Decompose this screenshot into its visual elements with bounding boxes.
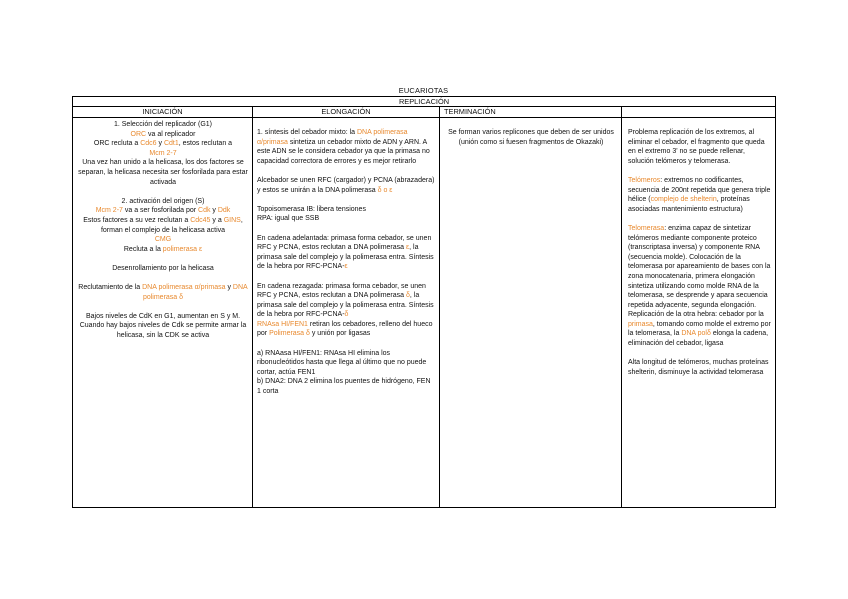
init-orc: ORC va al replicador — [130, 130, 196, 138]
init-cdk-note: Bajos niveles de CdK en G1, aumentan en S y M. Cuando hay bajos niveles de Cdk se permite armar la helicasa, sin la CDK se activa — [79, 312, 247, 340]
elong-primer-removal: RNAsa HI/FEN1 retiran los cebadores, relleno del hueco por Polimerasa δ y unión por ligasas — [257, 320, 433, 338]
init-factors: Estos factores a su vez reclutan a Cdc45 y a GINS, forman el complejo de la helicasa activa — [83, 216, 243, 234]
elong-leading: En cadena adelantada: primasa forma cebador, se unen RFC y PCNA, estos reclutan a DNA polimerasa ε, la primasa sale del complejo y la polimerasa entra. Síntesis de la hebra por RFC-PCNA-ε — [257, 234, 434, 271]
header-terminacion: TERMINACIÓN — [440, 107, 622, 118]
init-unwinding: Desenrollamiento por la helicasa — [112, 264, 214, 272]
init-cmg: CMG — [154, 236, 172, 244]
cell-telomeres — [622, 118, 776, 508]
elong-dna2: b) DNA2: DNA 2 elimina los puentes de hidrógeno, FEN 1 corta — [257, 378, 431, 396]
init-orc-recruit: ORC recluta a Cdc6 y Cdt1, estos reclutan a — [93, 140, 233, 148]
init-helicase-text: Una vez han unido a la helicasa, los dos factores se separan, la helicasa necesita ser fosforilada para estar activada — [78, 159, 248, 186]
document-title: EUCARIOTAS — [398, 86, 449, 95]
elong-topo: Topoisomerasa IB: libera tensiones — [257, 205, 366, 213]
section-title: REPLICACIÓN — [73, 97, 776, 107]
init-recruit-pols: Reclutamiento de la DNA polimerasa α/primasa y DNA polimerasa δ — [78, 284, 248, 301]
header-iniciacion: INICIACIÓN — [73, 107, 253, 118]
header-row — [73, 107, 776, 118]
term-replicons: Se forman varios replicones que deben de ser unidos (unión como si fuesen fragmentos de Okazaki) — [448, 129, 614, 146]
init-phospho: Mcm 2-7 va a ser fosforilada por Cdk y Ddk — [95, 207, 231, 215]
elong-rfc-pcna: Alcebador se unen RFC (cargador) y PCNA (abrazadera) y estos se unirán a la DNA polimerasa δ o ε — [257, 176, 435, 194]
init-mcm: Mcm 2-7 — [149, 149, 177, 157]
telo-problem: Problema replicación de los extremos, al eliminar el cebador, el fragmento que queda en el extremo 3' no se puede rellenar, solución telómeros y telomerasa. — [628, 129, 765, 165]
telo-telomerase: Telomerasa: enzima capaz de sintetizar telómeros mediante componente proteico (transcriptasa inversa) y componente RNA (secuencia molde). Colocación de la telomerasa por apareamiento de bases con la zona monocatenaria, primera elongación sintetiza utilizando como molde RNA de la telomerasa, se desprende y apara secuencia repetida adyacente, segunda elongación. Replicación de la otra hebra: cebador por la primasa, tomando como molde el extremo por la telomerasa, la DNA polδ elonga la cadena, eliminación del cebador, ligasa — [628, 224, 771, 348]
header-elongacion: ELONGACIÓN — [253, 107, 440, 118]
elong-lagging: En cadena rezagada: primasa forma cebador, se unen RFC y PCNA, estos reclutan a DNA polimerasa δ, la primasa sale del complejo y la polimerasa entra. Síntesis de la hebra por RFC-PCNA-δ — [257, 282, 434, 319]
telo-length: Alta longitud de telómeros, muchas proteínas shelterin, disminuye la actividad telomerasa — [628, 359, 769, 376]
elong-rnasa: a) RNAasa HI/FEN1: RNAsa HI elimina los ribonucleótidos hasta que llega al último que no puede cortar, actúa FEN1 — [257, 349, 427, 376]
init-pol-e: Recluta a la polimerasa ε — [123, 245, 203, 253]
header-extra — [622, 107, 776, 118]
cell-terminacion — [440, 118, 622, 508]
elong-primer: 1. síntesis del cebador mixto: la DNA polimerasa α/primasa sintetiza un cebador mixto de ADN y ARN. A este ADN se le considera cebador ya que la primasa no capacidad correctora de errores y es mejor retirarlo — [257, 129, 430, 165]
init-step1: 1. Selección del replicador (G1) — [113, 121, 213, 128]
replication-table — [72, 96, 776, 508]
cell-iniciacion — [73, 118, 253, 508]
section-row — [73, 97, 776, 107]
content-row — [73, 118, 776, 508]
elong-rpa: RPA: igual que SSB — [257, 215, 320, 223]
cell-elongacion — [253, 118, 440, 508]
telo-telomeres: Telómeros: extremos no codificantes, secuencia de 200nt repetida que genera triple hélice (complejo de shelterin, proteínas asociadas mantenimiento estructura) — [628, 176, 771, 213]
init-step2: 2. activación del origen (S) — [121, 197, 205, 205]
